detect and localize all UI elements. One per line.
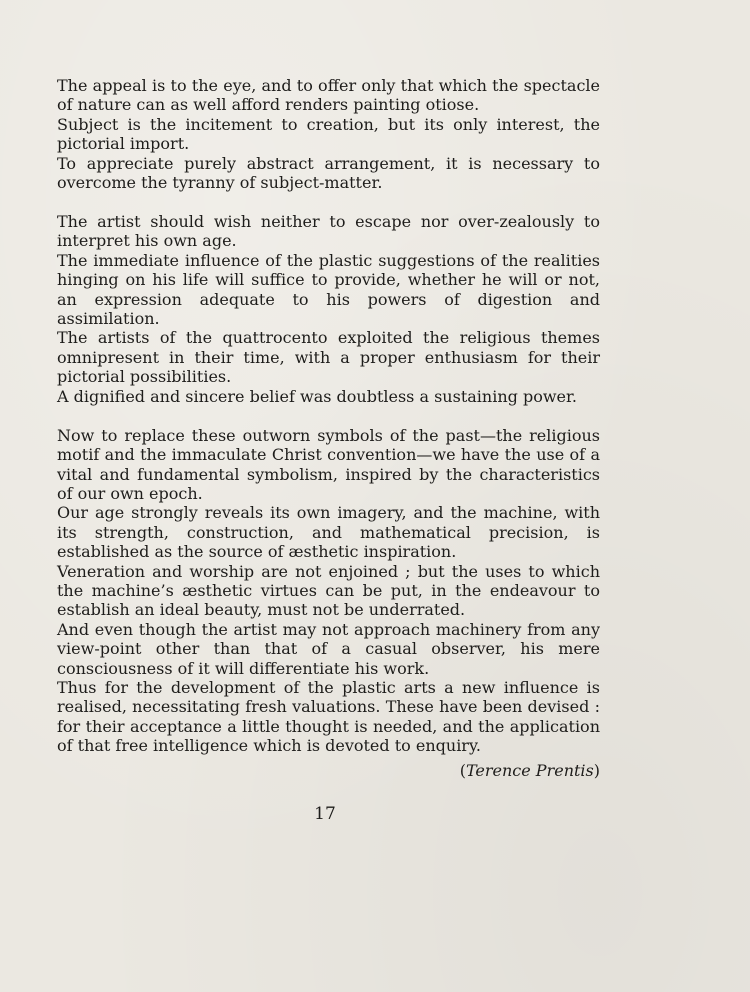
signature-close-paren: ) bbox=[593, 761, 600, 780]
paragraph: Subject is the incitement to creation, but its only interest, the pictorial import. bbox=[57, 114, 600, 154]
author-signature bbox=[460, 761, 600, 780]
paragraph: Our age strongly reveals its own imagery, and the machine, with its strength, construction, and mathematical precision, is established as the source of æsthetic inspiration. bbox=[57, 503, 600, 562]
page-number: 17 bbox=[314, 804, 336, 824]
signature-open-paren: ( bbox=[459, 761, 466, 780]
paragraph: The immediate influence of the plastic suggestions of the realities hinging on his life will suffice to provide, whether he will or not, an expression adequate to his powers of digestion and assimilation. bbox=[57, 250, 600, 329]
paragraph: And even though the artist may not approach machinery from any view-point other than that of a casual observer, his mere consciousness of it will differentiate his work. bbox=[57, 619, 600, 678]
paragraph: The artist should wish neither to escape nor over-zealously to interpret his own age. bbox=[57, 212, 600, 251]
paragraph: To appreciate purely abstract arrangement, it is necessary to overcome the tyranny of subject-matter. bbox=[57, 153, 600, 193]
section-gap bbox=[57, 192, 600, 212]
paragraph: Now to replace these outworn symbols of the past—the religious motif and the immaculate Christ convention—we have the use of a vital and fundamental symbolism, inspired by the characteristics of our own epoch. bbox=[57, 425, 600, 503]
paragraph: The appeal is to the eye, and to offer only that which the spectacle of nature can as well afford renders painting otiose. bbox=[57, 76, 600, 115]
paragraph: Veneration and worship are not enjoined ; but the uses to which the machine’s æsthetic virtues can be put, in the endeavour to establish an ideal beauty, must not be underrated. bbox=[57, 561, 600, 620]
section-gap bbox=[57, 406, 600, 426]
author-name: Terence Prentis bbox=[465, 761, 594, 780]
paragraph: Thus for the development of the plastic arts a new influence is realised, necessitating fresh valuations. These have been devised : for their acceptance a little thought is needed, and the application of that free intelligence which is devoted to enquiry. bbox=[57, 677, 600, 756]
paragraph: The artists of the quattrocento exploited the religious themes omnipresent in their time, with a proper enthusiasm for their pictorial possibilities. bbox=[57, 328, 600, 387]
body-text bbox=[57, 76, 600, 756]
paragraph: A dignified and sincere belief was doubtless a sustaining power. bbox=[57, 386, 577, 406]
